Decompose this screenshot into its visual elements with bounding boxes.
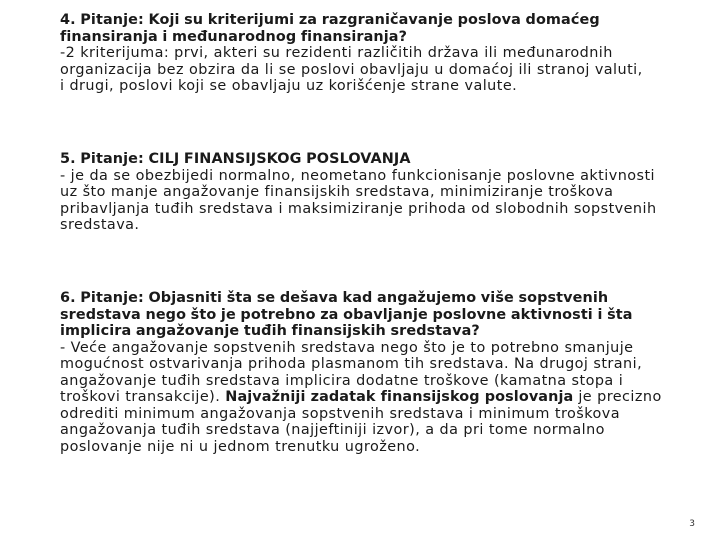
question-4-answer-second: i drugi, poslovi koji se obavljaju uz korišćenje strane valute.: [60, 78, 518, 94]
question-6-answer-part1: - Veće angažovanje sopstvenih sredstava nego što je to potrebno smanjuje mogućnost ostvarivanja prihoda plasmanom tih sredstava. Na drugoj strani, angažovanje tuđih sredstava implicira dodatne troškove (kamatna stopa i troškovi transakcije).: [60, 339, 643, 405]
question-4-block: [60, 12, 666, 95]
question-6-answer-highlight: Najvažniji zadatak finansijskog poslovanja: [225, 389, 574, 405]
question-6-block: [60, 290, 666, 455]
page-number: 3: [689, 519, 695, 529]
question-4-answer-criteria: -2 kriterijuma: prvi, akteri su rezidenti različitih država ili međunarodnih organizacija bez obzira da li se poslovi obavljaju u domaćoj ili stranoj valuti,: [60, 45, 643, 78]
question-5-answer: - je da se obezbijedi normalno, neometano funkcionisanje poslovne aktivnosti uz što manje angažovanje finansijskih sredstava, minimiziranje troškova pribavljanja tuđih sredstava i maksimiziranje prihoda od slobodnih sopstvenih sredstava.: [60, 167, 657, 233]
question-6-answer-part2: je precizno odrediti minimum angažovanja sopstvenih sredstava i minimum troškova angažovanja tuđih sredstava (najjeftiniji izvor), a da pri tome normalno poslovanje nije ni u jednom trenutku ugroženo.: [60, 389, 662, 455]
question-6-title: 6. Pitanje: Objasniti šta se dešava kad angažujemo više sopstvenih sredstava nego što je potrebno za obavljanje poslovne aktivnosti i šta implicira angažovanje tuđih finansijskih sredstava?: [60, 290, 633, 339]
question-6-answer: [60, 340, 666, 456]
question-4-title: 4. Pitanje: Koji su kriterijumi za razgraničavanje poslova domaćeg finansiranja i međunarodnog finansiranja?: [60, 12, 600, 45]
question-5-block: [60, 151, 666, 234]
question-5-title: 5. Pitanje: CILJ FINANSIJSKOG POSLOVANJA: [60, 151, 411, 167]
